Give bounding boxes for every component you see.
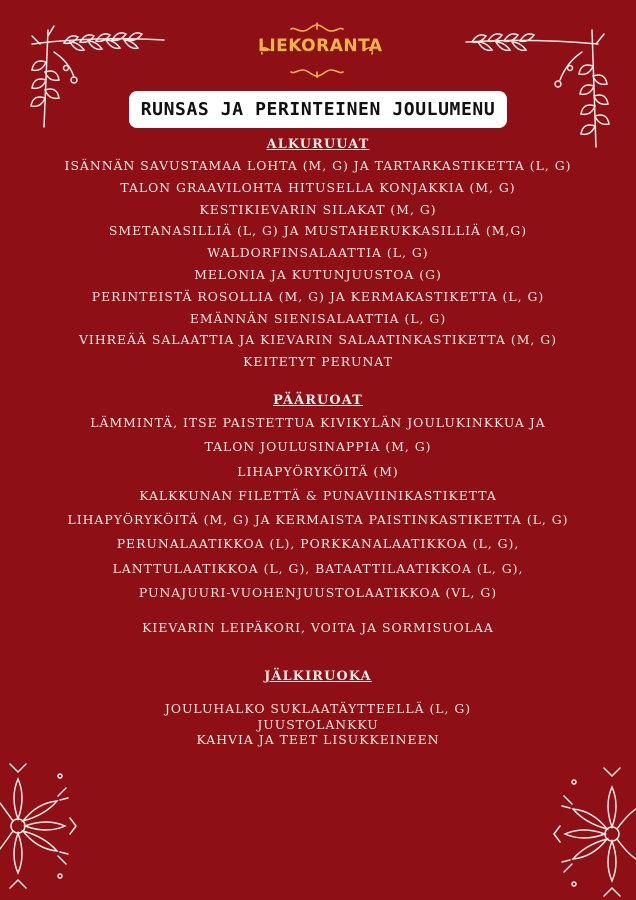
menu-item: LIHAPYÖRYKÖITÄ (M) — [237, 463, 399, 479]
menu-content — [0, 134, 636, 748]
menu-item: LIHAPYÖRYKÖITÄ (M, G) JA KERMAISTA PAISTINKASTIKETTA (L, G) — [67, 512, 569, 528]
menu-item-bread: KIEVARIN LEIPÄKORI, VOITA JA SORMISUOLAA — [142, 620, 494, 636]
menu-item: MELONIA JA KUTUNJUUSTOA (G) — [194, 266, 442, 282]
snowflake-icon — [534, 756, 636, 900]
menu-item: ISÄNNÄN SAVUSTAMAA LOHTA (M, G) JA TARTARKASTIKETTA (L, G) — [64, 158, 572, 173]
dessert-section — [0, 666, 636, 748]
branch-icon — [462, 22, 612, 152]
menu-item: KAHVIA JA TEET LISUKKEINEEN — [196, 732, 440, 748]
section-heading: JÄLKIRUOKA — [264, 669, 372, 685]
menu-item: KESTIKIEVARIN SILAKAT (M, G) — [199, 201, 437, 217]
menu-item: KEITETYT PERUNAT — [243, 354, 393, 370]
menu-item: JUUSTOLANKKU — [257, 716, 379, 732]
menu-item: TALON GRAAVILOHTA HITUSELLA KONJAKKIA (M, G) — [120, 179, 516, 195]
menu-item: PERUNALAATIKKOA (L), PORKKANALAATIKKOA (L, G), — [116, 536, 520, 552]
menu-item: PUNAJUURI-VUOHENJUUSTOLAATIKKOA (VL, G) — [138, 585, 498, 601]
logo — [258, 22, 383, 78]
menu-item: SMETANASILLIÄ (L, G) JA MUSTAHERUKKASILLIÄ (M,G) — [108, 223, 528, 239]
section-heading: ALKURUUAT — [266, 137, 370, 152]
mains-section — [0, 390, 636, 639]
logo-text: LIEKORANTA — [258, 36, 383, 56]
menu-item: PERINTEISTÄ ROSOLLIA (M, G) JA KERMAKASTIKETTA (L, G) — [91, 288, 545, 304]
menu-item: JOULUHALKO SUKLAATÄYTTEELLÄ (L, G) — [164, 701, 472, 717]
starters-section — [0, 134, 636, 373]
page-title: RUNSAS JA PERINTEINEN JOULUMENU — [140, 99, 496, 120]
snowflake-icon — [0, 756, 80, 900]
section-heading: PÄÄRUOAT — [273, 392, 363, 408]
menu-item: LÄMMINTÄ, ITSE PAISTETTUA KIVIKYLÄN JOULUKINKKUA JA — [90, 414, 546, 430]
menu-item: VIHREÄÄ SALAATTIA JA KIEVARIN SALAATINKASTIKETTA (M, G) — [78, 332, 558, 348]
menu-item: KALKKUNAN FILETTÄ & PUNAVIINIKASTIKETTA — [139, 487, 497, 503]
menu-item: WALDORFINSALAATTIA (L, G) — [207, 245, 429, 261]
menu-title-box — [129, 91, 507, 128]
menu-item: EMÄNNÄN SIENISALAATTIA (L, G) — [189, 310, 447, 326]
menu-item: TALON JOULUSINAPPIA (M, G) — [204, 439, 432, 455]
menu-item: LANTTULAATIKKOA (L, G), BATAATTILAATIKKOA (L, G), — [112, 560, 524, 576]
